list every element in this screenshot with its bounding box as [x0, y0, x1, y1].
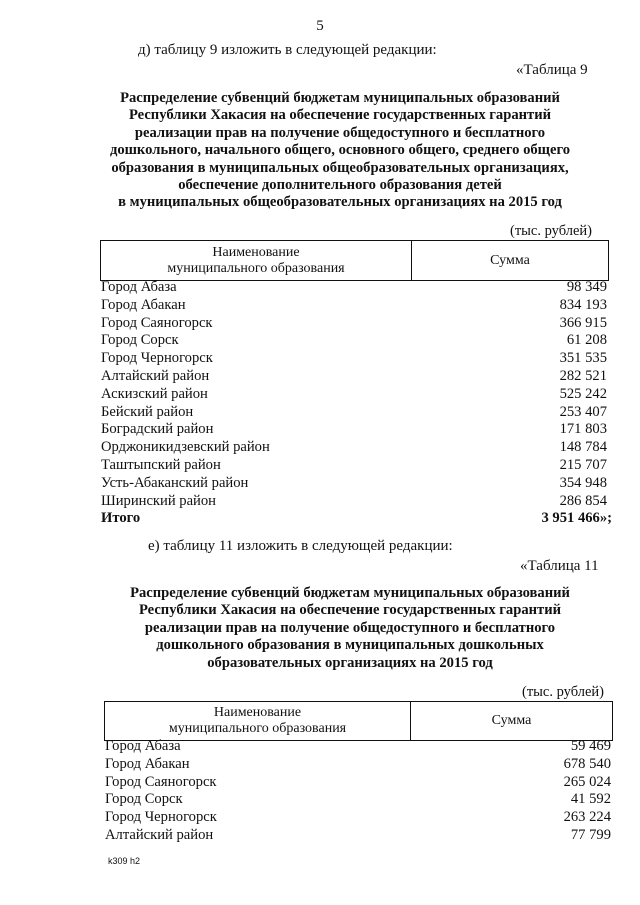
- row-value: 98 349: [566, 279, 607, 295]
- footer-code: k309 h2: [108, 856, 141, 866]
- header-sum-cell: Сумма: [411, 702, 613, 741]
- total-label: Итого: [101, 510, 141, 527]
- title-line: обеспечение дополнительного образования детей: [178, 177, 502, 194]
- row-value: 525 242: [559, 385, 607, 402]
- row-name: Город Саяногорск: [101, 314, 213, 331]
- table-row: [101, 421, 607, 439]
- row-name: Город Абаза: [101, 279, 177, 295]
- table-11-body: [105, 738, 611, 845]
- header-name-line2: муниципального образования: [168, 721, 347, 736]
- units-d: (тыс. рублей): [510, 223, 592, 239]
- row-value: 286 854: [559, 492, 607, 509]
- table-row: [101, 332, 607, 350]
- header-name-line1: Наименование: [213, 705, 302, 720]
- row-value: 834 193: [559, 296, 607, 313]
- row-value: 215 707: [559, 456, 607, 473]
- table-row: [101, 439, 607, 457]
- row-name: Город Саяногорск: [105, 773, 217, 790]
- row-name: Город Сорск: [105, 791, 183, 808]
- header-name-line1: Наименование: [212, 244, 300, 260]
- table-row: [105, 738, 611, 756]
- table-row: [101, 279, 607, 297]
- header-name-cell: [101, 241, 412, 281]
- row-name: Таштыпский район: [101, 456, 221, 473]
- instruction-d: д) таблицу 9 изложить в следующей редакции:: [138, 42, 437, 58]
- row-value: 171 803: [559, 421, 607, 438]
- row-value: 282 521: [559, 367, 607, 384]
- row-value: 148 784: [559, 439, 607, 456]
- row-value: 263 224: [563, 809, 611, 826]
- row-name: Город Черногорск: [105, 809, 217, 826]
- row-value: 354 948: [559, 474, 607, 491]
- table-9-title: [90, 90, 590, 212]
- row-value: 61 208: [566, 332, 607, 349]
- row-value: 366 915: [559, 314, 607, 331]
- row-name: Город Сорск: [101, 332, 179, 349]
- table-row: [105, 774, 611, 792]
- row-name: Орджоникидзевский район: [101, 439, 270, 456]
- title-line: в муниципальных общеобразовательных организациях на 2015 год: [118, 194, 562, 211]
- table-9-body: [101, 279, 612, 528]
- table-row: [101, 368, 607, 386]
- row-value: 678 540: [563, 755, 611, 772]
- table-row: [105, 827, 611, 845]
- row-value: 253 407: [559, 403, 607, 420]
- table-row: [105, 791, 611, 809]
- header-name-cell: [105, 702, 411, 741]
- title-line: Распределение субвенций бюджетам муниципальных образований: [120, 90, 560, 106]
- instruction-e: е) таблицу 11 изложить в следующей редакции:: [148, 538, 453, 554]
- row-name: Город Абакан: [105, 755, 190, 772]
- table-row: [101, 386, 607, 404]
- table-row: [101, 315, 607, 333]
- title-line: реализации прав на получение общедоступного и бесплатного: [144, 619, 556, 636]
- row-name: Ширинский район: [101, 492, 216, 509]
- row-name: Город Абаза: [105, 738, 181, 754]
- title-line: дошкольного образования в муниципальных дошкольных: [156, 637, 544, 654]
- row-name: Город Абакан: [101, 296, 186, 313]
- row-value: 265 024: [563, 773, 611, 790]
- table-11-title: [100, 585, 600, 672]
- title-line: Распределение субвенций бюджетам муниципальных образований: [130, 585, 570, 601]
- table-row: [105, 756, 611, 774]
- row-name: Алтайский район: [105, 826, 214, 843]
- table-row: [105, 809, 611, 827]
- title-line: реализации прав на получение общедоступного и бесплатного: [134, 124, 546, 141]
- units-e: (тыс. рублей): [522, 684, 604, 700]
- row-name: Город Черногорск: [101, 350, 213, 367]
- title-line: Республики Хакасия на обеспечение государственных гарантий: [128, 107, 552, 124]
- table-row: [101, 297, 607, 315]
- row-name: Алтайский район: [101, 367, 210, 384]
- title-line: образовательных организациях на 2015 год: [207, 654, 493, 671]
- row-value: 77 799: [570, 826, 611, 843]
- title-line: образования в муниципальных общеобразовательных организациях,: [111, 159, 569, 176]
- title-line: дошкольного, начального общего, основного общего, среднего общего: [109, 142, 571, 159]
- row-name: Бейский район: [101, 403, 194, 420]
- table-row: [101, 404, 607, 422]
- total-row: [101, 510, 612, 528]
- table-row: [101, 350, 607, 368]
- row-name: Усть-Абаканский район: [101, 474, 249, 491]
- table-9-label: «Таблица 9: [516, 62, 588, 78]
- header-name-line2: муниципального образования: [167, 260, 345, 276]
- page-number: 5: [316, 18, 324, 34]
- row-name: Аскизский район: [101, 385, 208, 402]
- table-row: [101, 475, 607, 493]
- table-row: [101, 493, 607, 511]
- total-value: 3 951 466»;: [541, 510, 612, 527]
- row-value: 41 592: [570, 791, 611, 808]
- table-9-header: [100, 240, 609, 281]
- table-row: [101, 457, 607, 475]
- row-name: Боградский район: [101, 421, 214, 438]
- table-11-label: «Таблица 11: [520, 558, 599, 574]
- header-sum-cell: Сумма: [412, 241, 609, 281]
- row-value: 351 535: [559, 350, 607, 367]
- table-11-header: [104, 701, 613, 741]
- title-line: Республики Хакасия на обеспечение государственных гарантий: [138, 602, 562, 619]
- row-value: 59 469: [570, 738, 611, 754]
